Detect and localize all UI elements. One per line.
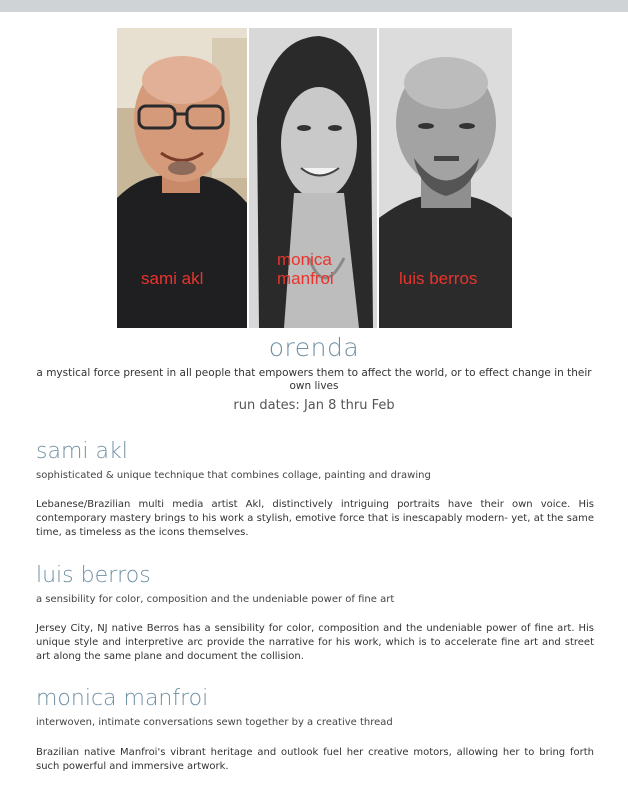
- photo-luis-berros: [379, 28, 512, 328]
- exhibition-definition: a mystical force present in all people that empowers them to affect the world, or to effect change in their own lives: [36, 367, 592, 392]
- artist-tagline-luis-berros: a sensibility for color, composition and the undeniable power of fine art: [36, 594, 395, 605]
- photo-label-luis-berros: luis berros: [399, 269, 478, 288]
- photo-monica-manfroi: [249, 28, 377, 328]
- artist-bio-sami-akl: Lebanese/Brazilian multi media artist Akl, distinctively intriguing portraits have their own voice. His contemporary mastery brings to his work a stylish, emotive force that is inescapably modern- yet, at the same time, as timeless as the icons themselves.: [36, 499, 594, 538]
- top-bar: [0, 0, 628, 12]
- exhibition-title: orenda: [268, 333, 360, 362]
- run-dates: run dates: Jan 8 thru Feb: [233, 398, 395, 413]
- artist-name-luis-berros: luis berros: [36, 563, 151, 588]
- artist-name-sami-akl: sami akl: [36, 439, 128, 464]
- artist-bio-monica-manfroi: Brazilian native Manfroi's vibrant heritage and outlook fuel her creative motors, allowing her to bring forth such powerful and immersive artwork.: [36, 747, 594, 772]
- artist-bio-luis-berros: Jersey City, NJ native Berros has a sensibility for color, composition and the undeniable power of fine art. His unique style and interpretive arc provide the narrative for his work, which is to accelerate fine art and street art along the same plane and document the collision.: [36, 623, 594, 662]
- photo-label-monica-manfroi: monica manfroi: [277, 250, 334, 288]
- artist-tagline-sami-akl: sophisticated & unique technique that combines collage, painting and drawing: [36, 470, 431, 481]
- artist-photo-strip: [117, 28, 512, 328]
- artist-name-monica-manfroi: monica manfroi: [36, 686, 209, 711]
- artist-tagline-monica-manfroi: interwoven, intimate conversations sewn together by a creative thread: [36, 717, 393, 728]
- photo-label-sami-akl: sami akl: [141, 269, 204, 288]
- photo-sami-akl: [117, 28, 247, 328]
